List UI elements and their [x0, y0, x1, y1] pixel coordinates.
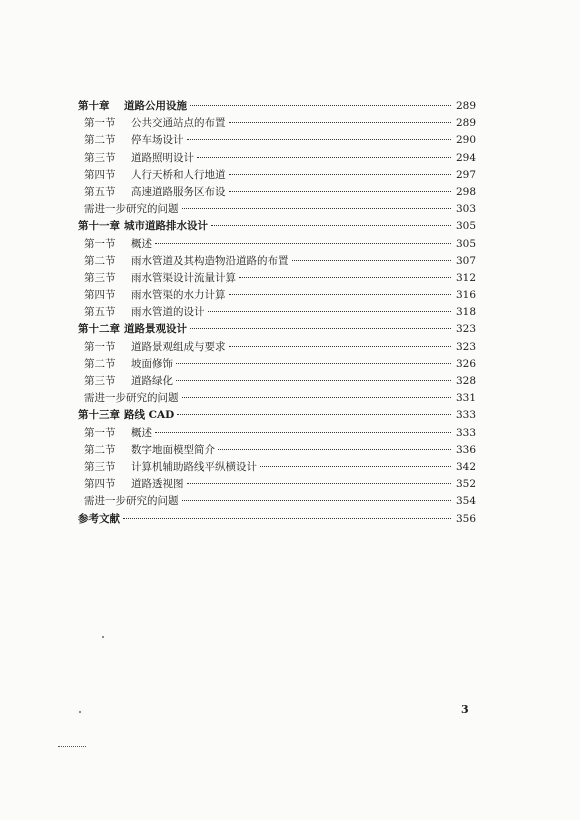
toc-entry-label: 第三节: [84, 271, 116, 284]
toc-entry-page: 323: [455, 340, 476, 353]
toc-entry-title: 需进一步研究的问题: [84, 495, 179, 508]
dot-leader: [229, 191, 452, 192]
toc-entry-page: 356: [455, 512, 476, 525]
toc-entry-label: 第二节: [84, 357, 116, 370]
toc-entry-title: 道路景观组成与要求: [131, 340, 226, 353]
toc-section-row: [78, 150, 476, 167]
dot-leader: [187, 483, 452, 484]
toc-section-row: [78, 132, 476, 149]
toc-entry-label: 第十二章: [78, 323, 120, 336]
dot-leader: [190, 328, 451, 329]
scan-speck: [79, 711, 81, 713]
toc-entry-label: 第四节: [84, 478, 116, 491]
toc-entry-label: 第三节: [84, 375, 116, 387]
toc-section-row: [78, 304, 476, 321]
dot-leader: [176, 363, 451, 364]
toc-chapter-row: [78, 98, 476, 115]
toc-entry-title: 需进一步研究的问题: [84, 392, 179, 405]
dot-leader: [260, 466, 451, 467]
toc-section-row: [78, 253, 476, 270]
toc-entry-label: 第一节: [84, 237, 116, 250]
toc-chapter-row: [78, 218, 476, 235]
toc-entry-title: 概述: [131, 426, 152, 439]
toc-entry-label: 第二节: [84, 134, 116, 147]
toc-section-row: [78, 339, 476, 356]
dot-leader: [239, 277, 451, 278]
dot-leader: [211, 225, 451, 226]
page-number: 3: [461, 703, 469, 716]
toc-entry-page: 298: [455, 185, 476, 198]
toc-section-row: [78, 167, 476, 184]
dot-leader: [187, 139, 452, 140]
toc-entry-title: 雨水管渠的水力计算: [131, 289, 226, 302]
toc-chapter-row: [78, 407, 476, 424]
dot-leader: [182, 500, 452, 501]
toc-entry-page: 333: [455, 409, 476, 422]
toc-entry-page: 326: [455, 357, 476, 370]
toc-section-row: [78, 270, 476, 287]
toc-note-row: [78, 201, 476, 218]
scan-artifact: [58, 746, 86, 748]
toc-entry-page: 289: [455, 117, 476, 130]
toc-note-row: [78, 390, 476, 407]
toc-chapter-row: [78, 511, 476, 528]
toc-section-row: [78, 373, 476, 390]
toc-entry-page: 297: [455, 168, 476, 181]
toc-entry-page: 318: [455, 306, 476, 319]
toc-entry-label: 第一节: [84, 426, 116, 439]
toc-entry-title: 路线 CAD: [124, 409, 175, 422]
toc-entry-page: 305: [455, 237, 476, 250]
toc-entry-label: 第四节: [84, 168, 116, 181]
toc-entry-page: 316: [455, 289, 476, 302]
toc-entry-title: 停车场设计: [131, 134, 184, 147]
toc-entry-label: 第十章: [78, 100, 110, 112]
dot-leader: [190, 105, 451, 106]
toc-entry-label: 第一节: [84, 340, 116, 353]
toc-entry-title: 道路景观设计: [124, 323, 187, 336]
toc-entry-title: 道路照明设计: [131, 151, 194, 164]
toc-entry-label: 第三节: [84, 460, 116, 473]
toc-entry-title: 坡面修饰: [131, 357, 173, 370]
toc-entry-title: 城市道路排水设计: [124, 220, 208, 233]
dot-leader: [197, 157, 451, 158]
toc-entry-title: 道路绿化: [131, 375, 173, 387]
toc-section-row: [78, 442, 476, 459]
toc-section-row: [78, 425, 476, 442]
toc-entry-page: 289: [455, 100, 476, 112]
toc-entry-title: 雨水管道的设计: [131, 306, 205, 319]
table-of-contents: [78, 98, 476, 528]
toc-entry-page: 294: [455, 151, 476, 164]
dot-leader: [176, 380, 451, 381]
toc-entry-label: 第一节: [84, 117, 116, 130]
toc-entry-page: 336: [455, 443, 476, 456]
toc-entry-title: 公共交通站点的布置: [131, 117, 226, 130]
toc-entry-title: 参考文献: [78, 512, 120, 525]
toc-entry-label: 第五节: [84, 185, 116, 198]
toc-section-row: [78, 115, 476, 132]
toc-entry-page: 331: [455, 392, 476, 405]
toc-entry-label: 第十三章: [78, 409, 120, 422]
toc-entry-label: 第三节: [84, 151, 116, 164]
toc-entry-page: 312: [455, 271, 476, 284]
dot-leader: [155, 432, 451, 433]
dot-leader: [229, 346, 452, 347]
dot-leader: [292, 260, 452, 261]
toc-entry-title: 道路公用设施: [124, 100, 187, 112]
toc-entry-title: 计算机辅助路线平纵横设计: [131, 460, 257, 473]
dot-leader: [229, 174, 452, 175]
toc-section-row: [78, 184, 476, 201]
toc-section-row: [78, 476, 476, 493]
toc-entry-label: 第二节: [84, 443, 116, 456]
toc-chapter-row: [78, 321, 476, 338]
toc-section-row: [78, 459, 476, 476]
toc-section-row: [78, 356, 476, 373]
toc-entry-label: 第四节: [84, 289, 116, 302]
dot-leader: [177, 414, 451, 415]
toc-entry-label: 第十一章: [78, 220, 120, 233]
dot-leader: [218, 449, 451, 450]
toc-entry-title: 道路透视图: [131, 478, 184, 491]
toc-entry-page: 342: [455, 460, 476, 473]
dot-leader: [208, 311, 452, 312]
toc-entry-title: 数字地面模型简介: [131, 443, 215, 456]
toc-entry-page: 333: [455, 426, 476, 439]
toc-entry-title: 雨水管道及其构造物沿道路的布置: [131, 254, 289, 267]
toc-entry-page: 323: [455, 323, 476, 336]
dot-leader: [182, 208, 452, 209]
toc-entry-title: 需进一步研究的问题: [84, 203, 179, 216]
toc-entry-title: 概述: [131, 237, 152, 250]
toc-entry-page: 305: [455, 220, 476, 233]
scan-speck: [102, 636, 104, 638]
toc-entry-page: 354: [455, 495, 476, 508]
toc-section-row: [78, 287, 476, 304]
dot-leader: [155, 243, 451, 244]
dot-leader: [229, 294, 452, 295]
toc-entry-title: 高速道路服务区布设: [131, 185, 226, 198]
toc-entry-page: 307: [455, 254, 476, 267]
toc-entry-label: 第五节: [84, 306, 116, 319]
dot-leader: [229, 122, 452, 123]
toc-entry-label: 第二节: [84, 254, 116, 267]
toc-entry-title: 人行天桥和人行地道: [131, 168, 226, 181]
toc-entry-page: 352: [455, 478, 476, 491]
toc-entry-page: 303: [455, 203, 476, 216]
toc-entry-page: 290: [455, 134, 476, 147]
toc-entry-title: 雨水管渠设计流量计算: [131, 271, 236, 284]
dot-leader: [123, 518, 451, 519]
toc-entry-page: 328: [455, 375, 476, 387]
toc-note-row: [78, 493, 476, 510]
toc-section-row: [78, 236, 476, 253]
dot-leader: [182, 397, 452, 398]
